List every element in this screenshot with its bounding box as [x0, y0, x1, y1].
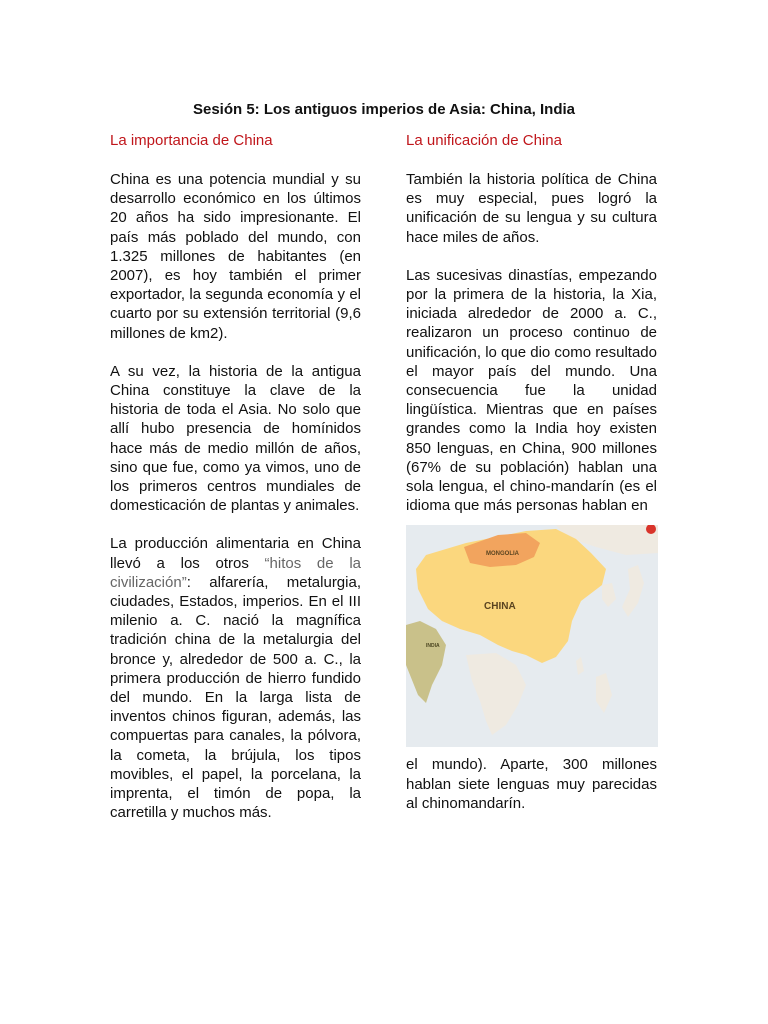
section-heading-importance: La importancia de China	[110, 132, 273, 149]
paragraph: A su vez, la historia de la antigua China constituye la clave de la historia de toda el Asia. No solo que allí hubo presencia de homínidos hace más de medio millón de años, sino que fue, como ya vimos, uno de los primeros centros mundiales de domesticación de plantas y animales.	[110, 362, 361, 515]
left-column	[110, 131, 361, 842]
paragraph: También la historia política de China es muy especial, pues logró la unificación de su lengua y su cultura hace miles de años.	[406, 171, 657, 246]
quoted-phrase: “hitos de la civilización”	[110, 554, 361, 591]
paragraph	[110, 534, 361, 822]
map-label-india: INDIA	[426, 643, 440, 650]
paragraph-text: La producción alimentaria en China llevó a los otros	[110, 535, 361, 572]
paragraph: el mundo). Aparte, 300 millones hablan siete lenguas muy parecidas al chinomandarín.	[406, 756, 657, 812]
paragraph: China es una potencia mundial y su desarrollo económico en los últimos 20 años ha sido impresionante. El país más poblado del mundo, con 1.325 millones de habitantes (en 2007), es hoy también el primer exportador, la segunda economía y el cuarto por su extensión territorial (9,6 millones de km2).	[110, 171, 361, 342]
page-title: Sesión 5: Los antiguos imperios de Asia: China, India	[192, 101, 575, 118]
section-heading-unification: La unificación de China	[406, 132, 562, 149]
map-image	[406, 525, 658, 747]
paragraph-text: : alfarería, metalurgia, ciudades, Estados, imperios. En el III milenio a. C. nació la magnífica tradición china de la metalurgia del bronce y, alrededor de 500 a. C., la primera producción de hierro fundido del mundo. En la larga lista de inventos chinos figuran, además, las compuertas para canales, la pólvora, la cometa, la brújula, los tipos movibles, el papel, la porcelana, la imprenta, el timón de popa, la carretilla y muchos más.	[110, 573, 361, 822]
right-column	[406, 131, 657, 832]
map-label-mongolia: MONGOLIA	[486, 551, 519, 558]
map-label-china: CHINA	[484, 601, 516, 613]
paragraph: Las sucesivas dinastías, empezando por la primera de la historia, la Xia, iniciada alrededor de 2000 a. C., realizaron un proceso continuo de unificación, lo que dio como resultado el mayor país del mundo. Una consecuencia fue la unidad lingüística. Mientras que en países grandes como la India hoy existen 850 lenguas, en China, 900 millones (67% de su población) hablan una sola lengua, el chino-mandarín (es el idioma que más personas hablan en	[406, 266, 657, 515]
